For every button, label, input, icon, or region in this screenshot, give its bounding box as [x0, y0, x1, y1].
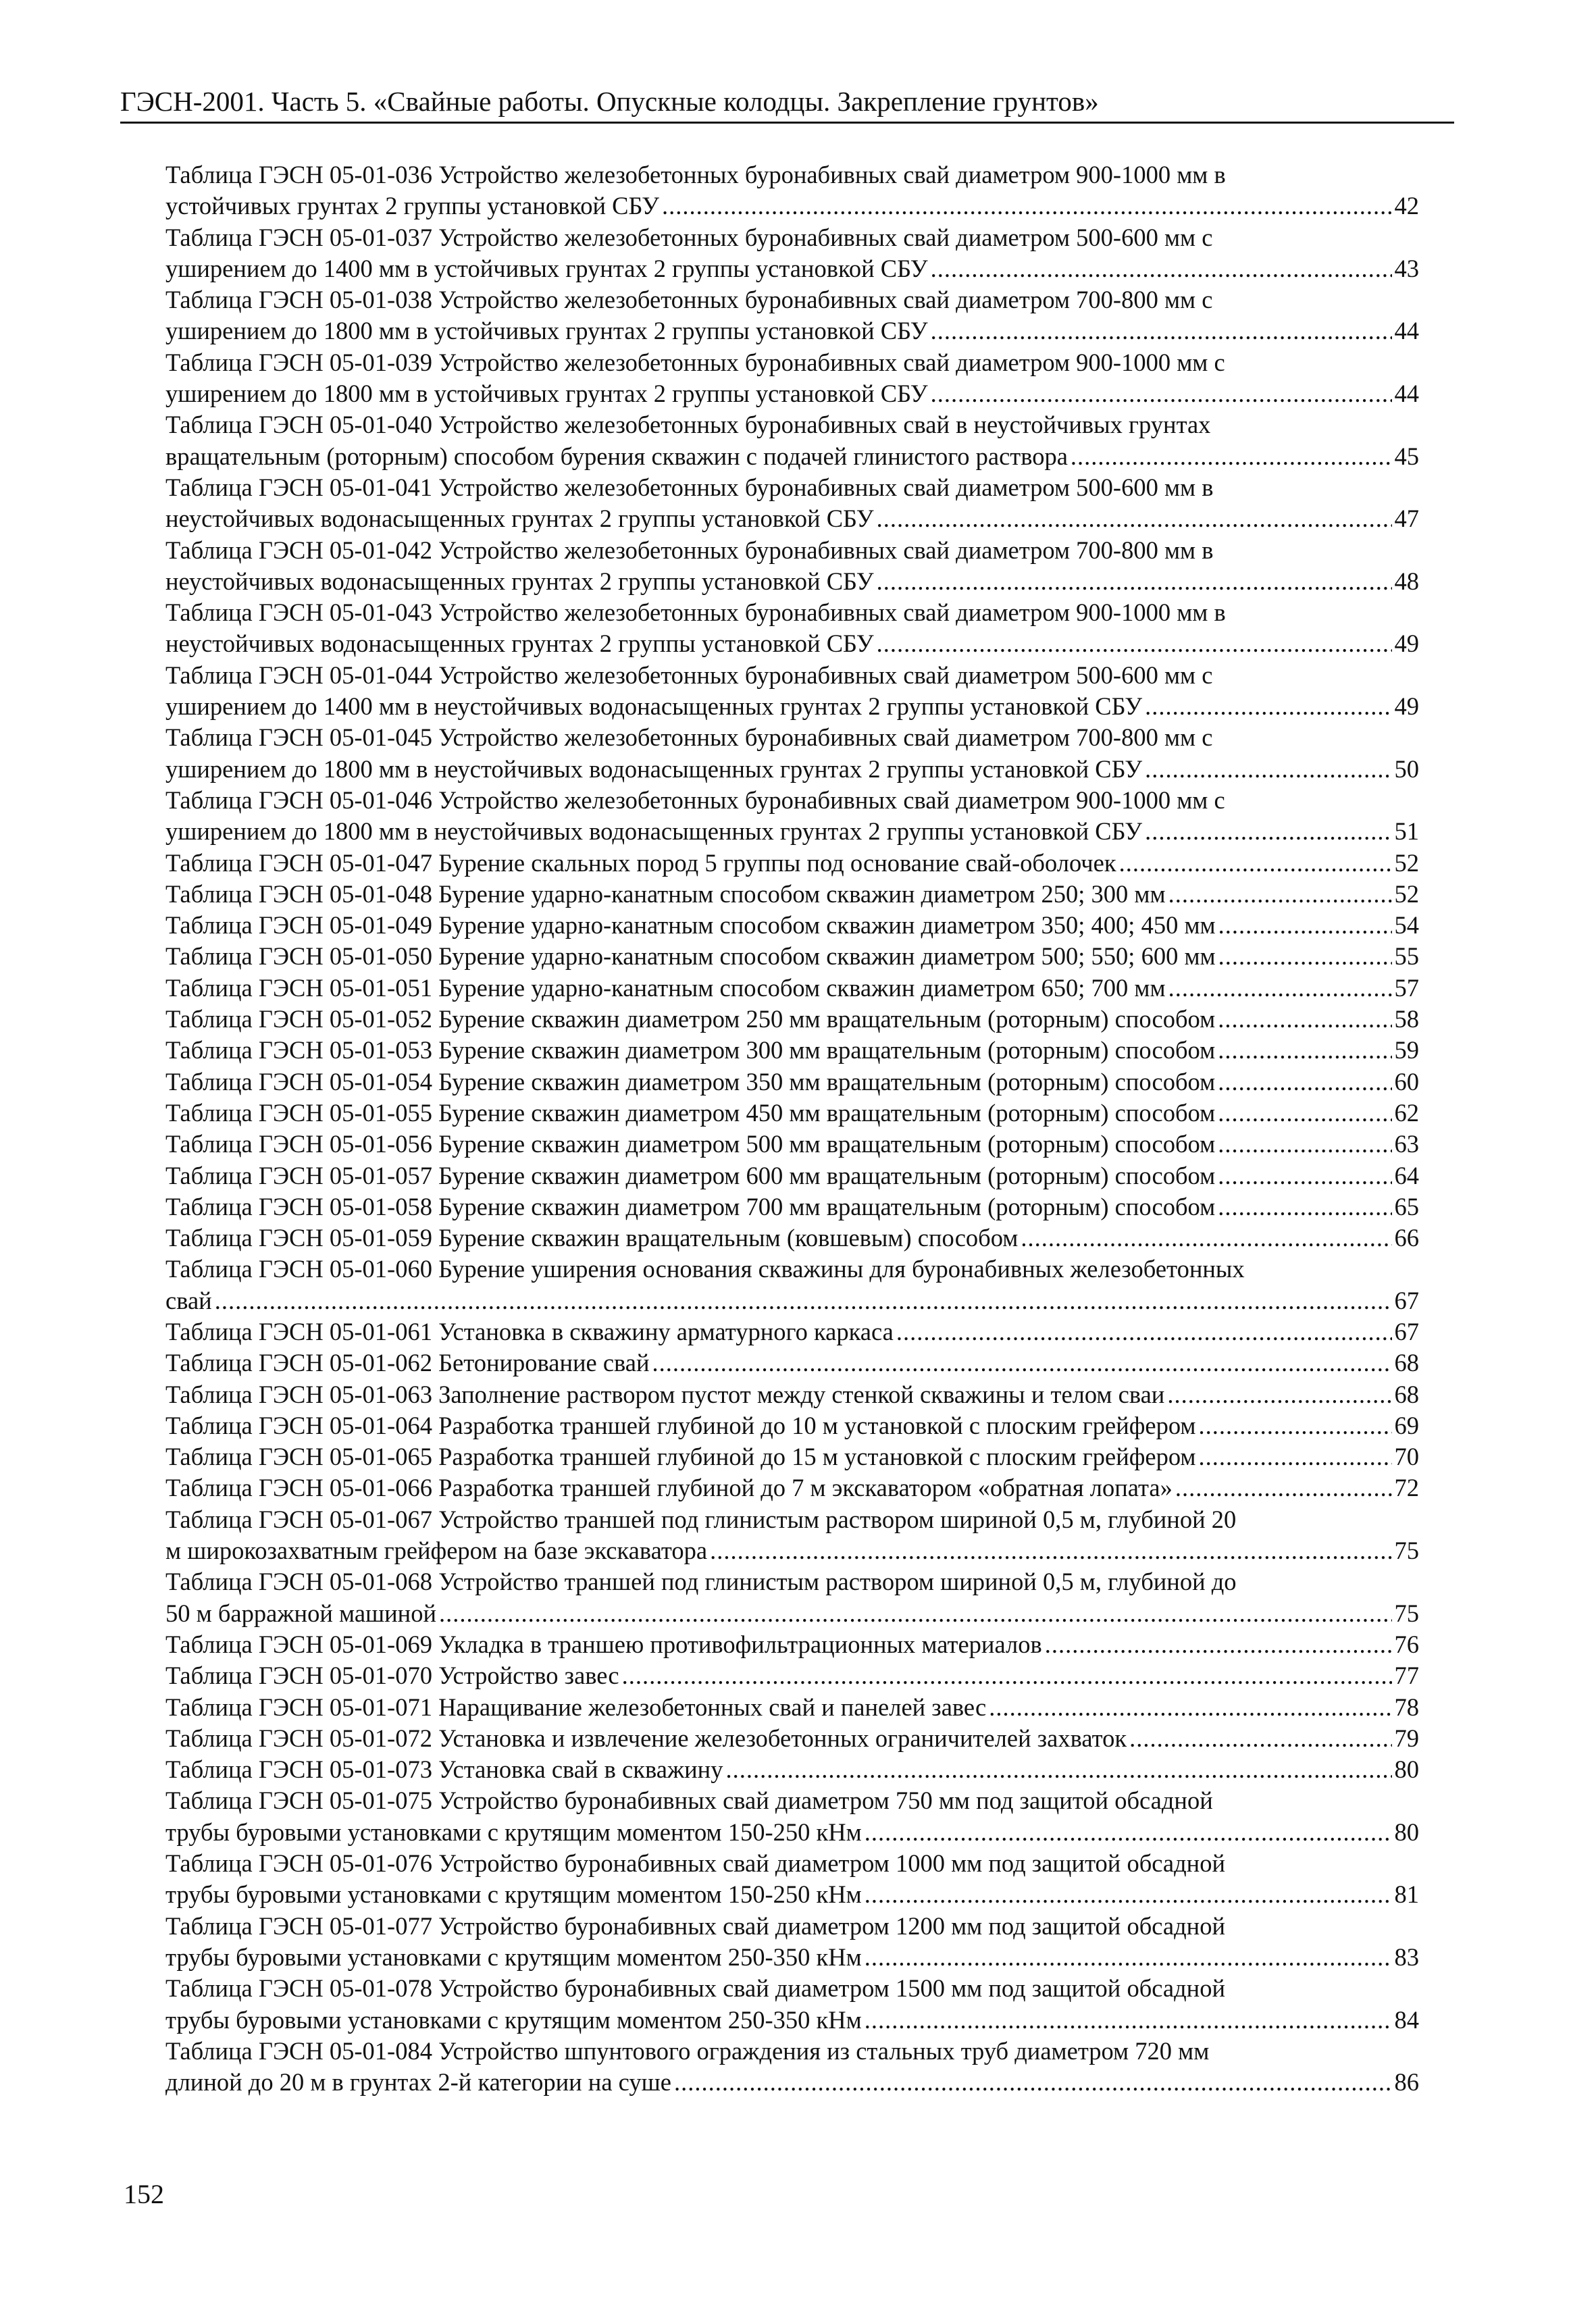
- toc-entry-line: [165, 1066, 1419, 1098]
- toc-entry-text: Таблица ГЭСН 05-01-037 Устройство железобетонных буронабивных свай диаметром 500-600 мм с: [165, 223, 1213, 251]
- toc-entry[interactable]: [165, 785, 1419, 848]
- toc-page-number: 63: [1394, 1130, 1419, 1158]
- toc-entry-line: [165, 1004, 1419, 1035]
- toc-entry-text: Таблица ГЭСН 05-01-073 Установка свай в скважину: [165, 1755, 723, 1784]
- toc-entry-text: уширением до 1800 мм в устойчивых грунтах 2 группы установкой СБУ: [165, 380, 928, 408]
- toc-entry-text: Таблица ГЭСН 05-01-069 Укладка в траншею противофильтрационных материалов: [165, 1630, 1042, 1658]
- toc-entry[interactable]: [165, 1035, 1419, 1066]
- toc-entry-text: Таблица ГЭСН 05-01-062 Бетонирование свай: [165, 1349, 650, 1377]
- toc-entry-text: трубы буровыми установками с крутящим моментом 250-350 кНм: [165, 1943, 862, 1971]
- toc-entry-line: [165, 1598, 1419, 1629]
- toc-entry-line: [165, 378, 1419, 409]
- toc-entry-text: уширением до 1400 мм в неустойчивых водонасыщенных грунтах 2 группы установкой СБУ: [165, 692, 1143, 721]
- toc-page-number: 78: [1394, 1693, 1419, 1721]
- toc-entry-text: Таблица ГЭСН 05-01-057 Бурение скважин диаметром 600 мм вращательным (роторным) способом: [165, 1161, 1216, 1189]
- toc-entry[interactable]: [165, 1660, 1419, 1691]
- dot-leader: [865, 2005, 1392, 2036]
- toc-entry-text: Таблица ГЭСН 05-01-084 Устройство шпунтового ограждения из стальных труб диаметром 720 мм: [165, 2036, 1210, 2065]
- toc-entry[interactable]: [165, 1785, 1419, 1848]
- toc-entry-text: Таблица ГЭСН 05-01-066 Разработка траншей глубиной до 7 м экскаватором «обратная лопата»: [165, 1474, 1173, 1502]
- toc-entry-text: Таблица ГЭСН 05-01-075 Устройство буронабивных свай диаметром 750 мм под защитой обсадной: [165, 1786, 1213, 1815]
- dot-leader: [1145, 691, 1391, 722]
- dot-leader: [622, 1660, 1392, 1691]
- dot-leader: [1071, 441, 1392, 472]
- toc-entry-line: [165, 1504, 1419, 1535]
- toc-entry-line: [165, 1566, 1419, 1597]
- toc-entry-line: [165, 660, 1419, 691]
- dot-leader: [1045, 1629, 1392, 1660]
- toc-entry-text: Таблица ГЭСН 05-01-038 Устройство железобетонных буронабивных свай диаметром 700-800 мм с: [165, 286, 1213, 314]
- toc-entry-line: [165, 1285, 1419, 1316]
- toc-entry[interactable]: [165, 159, 1419, 222]
- dot-leader: [1218, 941, 1392, 972]
- toc-page-number: 44: [1394, 380, 1419, 408]
- toc-entry-line: [165, 1817, 1419, 1848]
- toc-entry-text: Таблица ГЭСН 05-01-071 Наращивание железобетонных свай и панелей завес: [165, 1693, 987, 1721]
- toc-page-number: 64: [1394, 1161, 1419, 1189]
- toc-entry[interactable]: [165, 1441, 1419, 1472]
- toc-entry-line: [165, 347, 1419, 378]
- toc-entry-text: вращательным (роторным) способом бурения скважин с подачей глинистого раствора: [165, 442, 1068, 470]
- toc-page-number: 58: [1394, 1005, 1419, 1033]
- toc-entry-text: Таблица ГЭСН 05-01-054 Бурение скважин диаметром 350 мм вращательным (роторным) способом: [165, 1067, 1216, 1096]
- dot-leader: [877, 566, 1392, 597]
- toc-entry-line: [165, 159, 1419, 190]
- dot-leader: [931, 315, 1392, 346]
- toc-page-number: 83: [1394, 1943, 1419, 1971]
- dot-leader: [1021, 1223, 1391, 1254]
- toc-entry-line: [165, 597, 1419, 628]
- toc-entry[interactable]: [165, 597, 1419, 660]
- toc-entry[interactable]: [165, 722, 1419, 785]
- toc-page-number: 75: [1394, 1537, 1419, 1565]
- dot-leader: [652, 1347, 1392, 1379]
- toc-entry-line: [165, 1441, 1419, 1472]
- toc-entry-line: [165, 1410, 1419, 1441]
- toc-page-number: 70: [1394, 1443, 1419, 1471]
- toc-entry-text: трубы буровыми установками с крутящим моментом 250-350 кНм: [165, 2005, 862, 2034]
- toc-page-number: 86: [1394, 2068, 1419, 2097]
- toc-entry-text: 50 м барражной машиной: [165, 1599, 436, 1627]
- dot-leader: [725, 1754, 1391, 1785]
- toc-entry[interactable]: [165, 1848, 1419, 1911]
- toc-entry-text: трубы буровыми установками с крутящим моментом 150-250 кНм: [165, 1818, 862, 1846]
- toc-entry-text: Таблица ГЭСН 05-01-058 Бурение скважин диаметром 700 мм вращательным (роторным) способом: [165, 1192, 1216, 1220]
- toc-entry-line: [165, 628, 1419, 659]
- toc-entry-text: Таблица ГЭСН 05-01-070 Устройство завес: [165, 1662, 619, 1690]
- toc-entry-line: [165, 1848, 1419, 1879]
- toc-entry-line: [165, 1254, 1419, 1285]
- dot-leader: [674, 2067, 1392, 2098]
- dot-leader: [896, 1316, 1392, 1347]
- toc-entry-line: [165, 472, 1419, 503]
- toc-entry[interactable]: [165, 284, 1419, 347]
- toc-entry-line: [165, 2036, 1419, 2067]
- toc-entry-line: [165, 1785, 1419, 1816]
- toc-entry-text: уширением до 1400 мм в устойчивых грунтах 2 группы установкой СБУ: [165, 254, 928, 282]
- toc-entry-text: Таблица ГЭСН 05-01-076 Устройство буронабивных свай диаметром 1000 мм под защитой обсадной: [165, 1849, 1226, 1878]
- toc-entry-line: [165, 1723, 1419, 1754]
- toc-entry-text: Таблица ГЭСН 05-01-053 Бурение скважин диаметром 300 мм вращательным (роторным) способом: [165, 1036, 1216, 1064]
- dot-leader: [662, 190, 1391, 222]
- toc-page-number: 60: [1394, 1067, 1419, 1096]
- toc-entry-text: уширением до 1800 мм в неустойчивых водонасыщенных грунтах 2 группы установкой СБУ: [165, 754, 1143, 783]
- toc-entry-line: [165, 848, 1419, 879]
- toc-entry[interactable]: [165, 222, 1419, 285]
- toc-page-number: 51: [1394, 817, 1419, 846]
- toc-page-number: 80: [1394, 1755, 1419, 1784]
- toc-entry-text: Таблица ГЭСН 05-01-051 Бурение ударно-канатным способом скважин диаметром 650; 700 мм: [165, 973, 1166, 1002]
- toc-entry-line: [165, 1754, 1419, 1785]
- page-number: 152: [124, 2179, 164, 2209]
- toc-entry-text: Таблица ГЭСН 05-01-061 Установка в скважину арматурного каркаса: [165, 1317, 894, 1345]
- toc-entry-line: [165, 1223, 1419, 1254]
- toc-page-number: 59: [1394, 1036, 1419, 1064]
- toc-entry-text: уширением до 1800 мм в устойчивых грунтах 2 группы установкой СБУ: [165, 317, 928, 345]
- toc-page-number: 45: [1394, 442, 1419, 470]
- toc-page-number: 62: [1394, 1098, 1419, 1127]
- table-of-contents: [165, 159, 1419, 2098]
- toc-entry-line: [165, 1347, 1419, 1379]
- dot-leader: [1168, 973, 1392, 1004]
- toc-entry-line: [165, 1191, 1419, 1223]
- toc-entry-line: [165, 1316, 1419, 1347]
- toc-entry-line: [165, 2067, 1419, 2098]
- toc-entry-line: [165, 2005, 1419, 2036]
- dot-leader: [1119, 848, 1392, 879]
- toc-entry[interactable]: [165, 1098, 1419, 1129]
- toc-entry-text: неустойчивых водонасыщенных грунтах 2 группы установкой СБУ: [165, 505, 874, 533]
- toc-entry-line: [165, 315, 1419, 346]
- toc-entry-text: неустойчивых водонасыщенных грунтах 2 группы установкой СБУ: [165, 567, 874, 595]
- toc-page-number: 77: [1394, 1662, 1419, 1690]
- toc-entry-text: м широкозахватным грейфером на базе экскаватора: [165, 1537, 708, 1565]
- toc-entry-text: уширением до 1800 мм в неустойчивых водонасыщенных грунтах 2 группы установкой СБУ: [165, 817, 1143, 846]
- toc-entry-text: Таблица ГЭСН 05-01-047 Бурение скальных пород 5 группы под основание свай-оболочек: [165, 848, 1116, 877]
- toc-entry-text: неустойчивых водонасыщенных грунтах 2 группы установкой СБУ: [165, 629, 874, 658]
- dot-leader: [1199, 1410, 1392, 1441]
- dot-leader: [865, 1942, 1392, 1973]
- dot-leader: [1145, 816, 1391, 847]
- toc-entry-text: трубы буровыми установками с крутящим моментом 150-250 кНм: [165, 1880, 862, 1909]
- toc-entry[interactable]: [165, 1754, 1419, 1785]
- toc-entry-text: Таблица ГЭСН 05-01-036 Устройство железобетонных буронабивных свай диаметром 900-1000 мм в: [165, 161, 1226, 188]
- toc-page-number: 65: [1394, 1192, 1419, 1220]
- toc-entry[interactable]: [165, 1347, 1419, 1379]
- toc-entry-text: Таблица ГЭСН 05-01-065 Разработка траншей глубиной до 15 м установкой с плоским грейфером: [165, 1443, 1196, 1471]
- toc-entry[interactable]: [165, 409, 1419, 472]
- dot-leader: [865, 1879, 1392, 1910]
- toc-entry-text: Таблица ГЭСН 05-01-068 Устройство траншей под глинистым раствором шириной 0,5 м, глубиной до: [165, 1568, 1237, 1596]
- toc-entry[interactable]: [165, 1911, 1419, 1974]
- toc-page-number: 67: [1394, 1286, 1419, 1314]
- toc-entry-line: [165, 1660, 1419, 1691]
- toc-entry[interactable]: [165, 1504, 1419, 1567]
- toc-entry-line: [165, 973, 1419, 1004]
- toc-page-number: 49: [1394, 629, 1419, 658]
- dot-leader: [931, 253, 1392, 284]
- toc-entry-text: Таблица ГЭСН 05-01-059 Бурение скважин вращательным (ковшевым) способом: [165, 1224, 1019, 1252]
- dot-leader: [1218, 1129, 1391, 1160]
- toc-entry-text: устойчивых грунтах 2 группы установкой СБУ: [165, 192, 660, 220]
- toc-entry[interactable]: [165, 1410, 1419, 1441]
- toc-entry-text: Таблица ГЭСН 05-01-078 Устройство буронабивных свай диаметром 1500 мм под защитой обсадной: [165, 1974, 1226, 2003]
- toc-entry-text: Таблица ГЭСН 05-01-042 Устройство железобетонных буронабивных свай диаметром 700-800 мм в: [165, 536, 1214, 564]
- dot-leader: [1218, 1160, 1391, 1191]
- toc-entry-text: Таблица ГЭСН 05-01-049 Бурение ударно-канатным способом скважин диаметром 350; 400; 450 мм: [165, 911, 1216, 940]
- toc-entry-line: [165, 1535, 1419, 1566]
- dot-leader: [1167, 1379, 1391, 1410]
- toc-entry-text: Таблица ГЭСН 05-01-043 Устройство железобетонных буронабивных свай диаметром 900-1000 мм в: [165, 598, 1226, 627]
- dot-leader: [877, 628, 1392, 659]
- toc-page-number: 68: [1394, 1349, 1419, 1377]
- toc-page-number: 48: [1394, 567, 1419, 595]
- dot-leader: [1218, 1004, 1391, 1035]
- toc-entry[interactable]: [165, 1191, 1419, 1223]
- toc-entry-line: [165, 1692, 1419, 1723]
- toc-page-number: 54: [1394, 911, 1419, 940]
- toc-entry-line: [165, 566, 1419, 597]
- toc-page-number: 42: [1394, 192, 1419, 220]
- toc-entry[interactable]: [165, 1129, 1419, 1160]
- dot-leader: [1218, 1066, 1391, 1098]
- toc-page-number: 67: [1394, 1317, 1419, 1345]
- toc-entry-text: длиной до 20 м в грунтах 2-й категории на суше: [165, 2068, 671, 2097]
- toc-entry-line: [165, 1472, 1419, 1503]
- toc-entry[interactable]: [165, 910, 1419, 941]
- toc-page-number: 55: [1394, 942, 1419, 971]
- toc-entry[interactable]: [165, 1973, 1419, 2036]
- toc-page-number: 66: [1394, 1224, 1419, 1252]
- toc-entry-line: [165, 1879, 1419, 1910]
- toc-entry[interactable]: [165, 2036, 1419, 2099]
- toc-entry-line: [165, 1160, 1419, 1191]
- toc-entry-text: Таблица ГЭСН 05-01-060 Бурение уширения основания скважины для буронабивных железобетонных: [165, 1255, 1245, 1283]
- toc-entry-line: [165, 253, 1419, 284]
- toc-entry[interactable]: [165, 1472, 1419, 1503]
- toc-page-number: 57: [1394, 973, 1419, 1002]
- toc-entry-line: [165, 1973, 1419, 2004]
- toc-page-number: 52: [1394, 879, 1419, 908]
- toc-entry-text: Таблица ГЭСН 05-01-072 Установка и извлечение железобетонных ограничителей захваток: [165, 1724, 1127, 1752]
- toc-page-number: 49: [1394, 692, 1419, 721]
- toc-page-number: 72: [1394, 1474, 1419, 1502]
- toc-entry[interactable]: [165, 660, 1419, 723]
- dot-leader: [1218, 1191, 1391, 1223]
- toc-entry-text: Таблица ГЭСН 05-01-040 Устройство железобетонных буронабивных свай в неустойчивых грунтах: [165, 411, 1211, 439]
- toc-entry-text: Таблица ГЭСН 05-01-041 Устройство железобетонных буронабивных свай диаметром 500-600 мм в: [165, 473, 1214, 501]
- toc-entry[interactable]: [165, 1379, 1419, 1410]
- toc-entry-line: [165, 284, 1419, 315]
- dot-leader: [1168, 879, 1392, 910]
- toc-entry-line: [165, 1911, 1419, 1942]
- toc-entry[interactable]: [165, 1723, 1419, 1754]
- toc-entry-text: Таблица ГЭСН 05-01-045 Устройство железобетонных буронабивных свай диаметром 700-800 мм с: [165, 723, 1213, 752]
- dot-leader: [877, 503, 1392, 534]
- toc-page-number: 84: [1394, 2005, 1419, 2034]
- toc-entry-text: Таблица ГЭСН 05-01-063 Заполнение раствором пустот между стенкой скважины и телом сваи: [165, 1380, 1165, 1408]
- toc-entry-line: [165, 1035, 1419, 1066]
- dot-leader: [1218, 910, 1392, 941]
- toc-entry-line: [165, 754, 1419, 785]
- toc-entry[interactable]: [165, 535, 1419, 598]
- toc-entry[interactable]: [165, 879, 1419, 910]
- toc-page-number: 47: [1394, 505, 1419, 533]
- toc-entry[interactable]: [165, 1692, 1419, 1723]
- toc-entry-line: [165, 816, 1419, 847]
- toc-entry-line: [165, 1129, 1419, 1160]
- toc-entry-line: [165, 785, 1419, 816]
- toc-entry-text: Таблица ГЭСН 05-01-039 Устройство железобетонных буронабивных свай диаметром 900-1000 мм с: [165, 348, 1225, 376]
- toc-entry[interactable]: [165, 848, 1419, 879]
- dot-leader: [989, 1692, 1391, 1723]
- toc-entry-line: [165, 409, 1419, 440]
- toc-entry-line: [165, 503, 1419, 534]
- toc-entry-line: [165, 535, 1419, 566]
- toc-entry-line: [165, 1942, 1419, 1973]
- toc-entry-text: Таблица ГЭСН 05-01-048 Бурение ударно-канатным способом скважин диаметром 250; 300 мм: [165, 879, 1166, 908]
- toc-page-number: 76: [1394, 1630, 1419, 1658]
- toc-page-number: 80: [1394, 1818, 1419, 1846]
- toc-entry[interactable]: [165, 1566, 1419, 1629]
- dot-leader: [1145, 754, 1391, 785]
- toc-entry-text: Таблица ГЭСН 05-01-044 Устройство железобетонных буронабивных свай диаметром 500-600 мм с: [165, 661, 1213, 689]
- toc-entry[interactable]: [165, 1254, 1419, 1316]
- toc-entry[interactable]: [165, 347, 1419, 410]
- toc-entry-line: [165, 691, 1419, 722]
- dot-leader: [931, 378, 1392, 409]
- toc-page-number: 79: [1394, 1724, 1419, 1752]
- toc-page-number: 44: [1394, 317, 1419, 345]
- toc-entry-text: Таблица ГЭСН 05-01-055 Бурение скважин диаметром 450 мм вращательным (роторным) способом: [165, 1098, 1216, 1127]
- dot-leader: [215, 1285, 1392, 1316]
- toc-page-number: 75: [1394, 1599, 1419, 1627]
- toc-entry[interactable]: [165, 472, 1419, 535]
- toc-entry-text: Таблица ГЭСН 05-01-067 Устройство траншей под глинистым раствором шириной 0,5 м, глубиной 20: [165, 1505, 1237, 1533]
- toc-entry[interactable]: [165, 1316, 1419, 1347]
- dot-leader: [1218, 1098, 1391, 1129]
- toc-entry-line: [165, 1098, 1419, 1129]
- toc-page-number: 81: [1394, 1880, 1419, 1909]
- toc-entry-text: Таблица ГЭСН 05-01-052 Бурение скважин диаметром 250 мм вращательным (роторным) способом: [165, 1005, 1216, 1033]
- dot-leader: [1199, 1441, 1392, 1472]
- toc-entry[interactable]: [165, 1160, 1419, 1191]
- toc-entry-line: [165, 222, 1419, 253]
- toc-page-number: 43: [1394, 254, 1419, 282]
- toc-entry-text: Таблица ГЭСН 05-01-046 Устройство железобетонных буронабивных свай диаметром 900-1000 мм с: [165, 786, 1225, 814]
- toc-entry[interactable]: [165, 1629, 1419, 1660]
- dot-leader: [1218, 1035, 1391, 1066]
- toc-entry-line: [165, 910, 1419, 941]
- toc-entry-text: Таблица ГЭСН 05-01-064 Разработка траншей глубиной до 10 м установкой с плоским грейфером: [165, 1411, 1196, 1439]
- toc-entry-line: [165, 1379, 1419, 1410]
- toc-entry-text: Таблица ГЭСН 05-01-050 Бурение ударно-канатным способом скважин диаметром 500; 550; 600 мм: [165, 942, 1216, 971]
- toc-entry-text: свай: [165, 1286, 212, 1314]
- toc-page-number: 50: [1394, 754, 1419, 783]
- dot-leader: [439, 1598, 1392, 1629]
- toc-entry-text: Таблица ГЭСН 05-01-077 Устройство буронабивных свай диаметром 1200 мм под защитой обсадной: [165, 1911, 1226, 1940]
- toc-entry-line: [165, 879, 1419, 910]
- toc-entry-line: [165, 190, 1419, 222]
- dot-leader: [865, 1817, 1392, 1848]
- toc-entry[interactable]: [165, 1223, 1419, 1254]
- toc-entry-line: [165, 1629, 1419, 1660]
- toc-entry-text: Таблица ГЭСН 05-01-056 Бурение скважин диаметром 500 мм вращательным (роторным) способом: [165, 1130, 1216, 1158]
- toc-entry-line: [165, 722, 1419, 753]
- toc-entry[interactable]: [165, 1066, 1419, 1098]
- toc-page-number: 69: [1394, 1411, 1419, 1439]
- toc-page-number: 52: [1394, 848, 1419, 877]
- toc-page-number: 68: [1394, 1380, 1419, 1408]
- toc-entry-line: [165, 441, 1419, 472]
- dot-leader: [710, 1535, 1391, 1566]
- toc-entry[interactable]: [165, 1004, 1419, 1035]
- toc-entry[interactable]: [165, 973, 1419, 1004]
- running-header: ГЭСН-2001. Часть 5. «Свайные работы. Опускные колодцы. Закрепление грунтов»: [120, 86, 1099, 117]
- toc-entry-line: [165, 941, 1419, 972]
- toc-entry[interactable]: [165, 941, 1419, 972]
- dot-leader: [1129, 1723, 1391, 1754]
- dot-leader: [1175, 1472, 1392, 1503]
- header-rule: [120, 122, 1454, 124]
